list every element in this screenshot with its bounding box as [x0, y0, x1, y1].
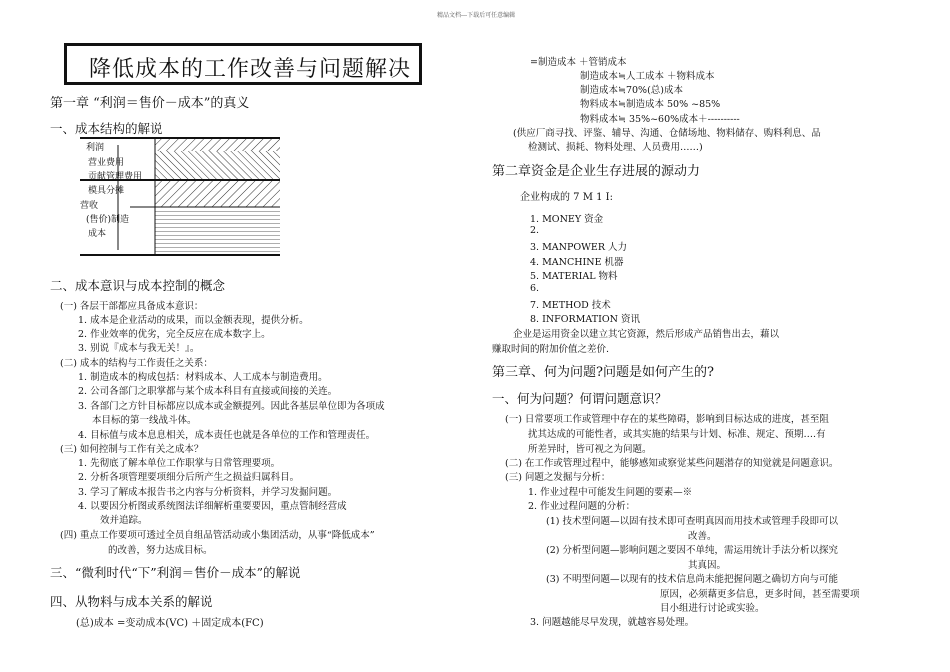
formula-line: 物料成本≒ 35%~60%成本＋----------	[580, 114, 740, 125]
problem-item: 扰其达成的可能性者，或其实施的结果与计划、标准、规定、预期….有	[528, 429, 826, 440]
list-item: 3. 学习了解成本报告书之内容与分析资料，并学习发掘问题。	[78, 487, 338, 498]
chapter3-section1: 一、何为问题？何谓问题意识？	[492, 391, 668, 406]
list-item: 2. 公司各部门之职掌都与某个成本科目有直接或间接的关连。	[78, 386, 338, 397]
formula-line: 物料成本≒制造成本 50% ~85%	[580, 99, 721, 110]
diagram-label: 营业费用	[88, 158, 125, 168]
formula-line: 制造成本≒人工成本 ＋物料成本	[580, 71, 715, 82]
chapter2-paragraph: 赚取时间的附加价值之差价.	[492, 344, 610, 355]
formula-line: (供应厂商寻找、评鉴、辅导、沟通、仓储场地、物料储存、购料利息、品	[513, 128, 821, 139]
m-list-item: 6.	[530, 283, 540, 294]
m-list-item: 3. MANPOWER 人力	[530, 242, 628, 253]
page-title: 降低成本的工作改善与问题解决	[89, 57, 412, 82]
problem-item: 原因，必须藉更多信息，更多时间，甚至需要项	[660, 589, 860, 600]
m-list-item: 5. MATERIAL 物料	[530, 271, 618, 282]
problem-item: (1) 技术型问题—以固有技术即可查明真因而用技术或管理手段即可以	[546, 516, 838, 527]
list-item: 的改善，努力达成目标。	[108, 545, 213, 556]
list-item: 3. 别说『成本与我无关！』。	[78, 343, 200, 354]
problem-item: (三) 问题之发掘与分析：	[505, 472, 611, 483]
chapter1-title: 第一章 “利润＝售价－成本”的真义	[50, 96, 250, 111]
m-list-item: 4. MANCHINE 机器	[530, 257, 624, 268]
chapter2-paragraph: 企业是运用资金以建立其它资源，然后形成产品销售出去，藉以	[513, 329, 780, 340]
list-item: 4. 目标值与成本息息相关，成本责任也就是各单位的工作和管理责任。	[78, 430, 376, 441]
list-item: 1. 成本是企业活动的成果，而以金额表现，提供分析。	[78, 315, 309, 326]
section1-title: 一、成本结构的解说	[50, 121, 163, 136]
cost-structure-diagram	[80, 135, 280, 260]
diagram-label: (售价)制造	[86, 215, 130, 225]
header-note: 精品文档---下载后可任意编辑	[437, 12, 516, 19]
problem-item: (2) 分析型问题—影响问题之要因不单纯，需运用统计手法分析以探究	[546, 545, 838, 556]
chapter2-subtitle: 企业构成的 7 M 1 I:	[520, 192, 613, 203]
mold-band	[155, 181, 280, 207]
list-item: 4. 以要因分析图或系统图法详细解析重要要因，重点管制经营成	[78, 501, 347, 512]
problem-item: 目小组进行讨论或实验。	[660, 603, 765, 614]
list-item: 效并追踪。	[100, 515, 148, 526]
section2-title: 二、成本意识与成本控制的概念	[50, 278, 226, 293]
list-item: 1. 先彻底了解本单位工作职掌与日常管理要项。	[78, 458, 281, 469]
m-list-item: 1. MONEY 资金	[530, 214, 604, 225]
problem-item: (一) 日常要项工作或管理中存在的某些障碍，影响到目标达成的进度，甚至阻	[505, 414, 829, 425]
formula-line: 制造成本≒70%(总)成本	[580, 85, 683, 96]
diagram-label: 利润	[86, 143, 105, 153]
list-item: 1. 制造成本的构成包括：材料成本、人工成本与制造费用。	[78, 372, 328, 383]
problem-item: 2. 作业过程问题的分析：	[528, 501, 636, 512]
title-box	[64, 43, 422, 85]
list-item: (二) 成本的结构与工作责任之关系：	[60, 358, 213, 369]
diagram-label: 贡献管理费用	[88, 172, 143, 182]
section3-title: 三、“微利时代“下”利润＝售价－成本”的解说	[50, 565, 301, 580]
list-item: 本目标的第一线战斗体。	[92, 415, 197, 426]
profit-band	[155, 139, 280, 151]
diagram-label: 模具分摊	[88, 186, 125, 196]
chapter3-title: 第三章、何为问题?问题是如何产生的?	[492, 365, 714, 380]
problem-item: 改善。	[688, 531, 717, 542]
problem-item: 其真因。	[688, 560, 727, 571]
formula-line: =制造成本 ＋管销成本	[530, 57, 627, 68]
manufacturing-band	[155, 207, 280, 255]
problem-item: 所差异时，皆可视之为问题。	[528, 444, 652, 455]
formula-line: 检测试、损耗、物料处理、人员费用……)	[528, 142, 703, 153]
expense-band	[155, 151, 280, 181]
chapter2-title: 第二章资金是企业生存进展的源动力	[492, 164, 701, 179]
diagram-label: 营收	[80, 201, 99, 211]
list-item: (一) 各层干部都应具备成本意识：	[60, 301, 204, 312]
list-item: 2. 作业效率的优劣，完全反应在成本数字上。	[78, 329, 271, 340]
m-list-item: 7. METHOD 技术	[530, 300, 611, 311]
list-item: 2. 分析各项管理要项细分后所产生之损益归属科目。	[78, 472, 300, 483]
m-list-item: 8. INFORMATION 资讯	[530, 314, 640, 325]
cost-structure-graphic	[80, 135, 280, 260]
diagram-label: 成本	[88, 229, 107, 239]
section4-title: 四、从物料与成本关系的解说	[50, 594, 213, 609]
list-item: 3. 各部门之方针目标都应以成本或金额提列。因此各基层单位即为各项成	[78, 401, 385, 412]
m-list-item: 2.	[530, 225, 540, 236]
problem-item: 1. 作业过程中可能发生问题的要素—※	[528, 487, 693, 498]
problem-item: (3) 不明型问题—以现有的技术信息尚未能把握问题之确切方向与可能	[546, 574, 838, 585]
list-item: (三) 如何控制与工作有关之成本？	[60, 444, 204, 455]
problem-item: (二) 在工作或管理过程中，能够感知或察觉某些问题潜存的知觉就是问题意识。	[505, 458, 839, 469]
list-item: (四) 重点工作要项可透过全员自组品管活动或小集团活动，从事“降低成本”	[60, 530, 375, 541]
problem-item: 3. 问题越能尽早发现，就越容易处理。	[530, 617, 695, 628]
cost-formula: (总)成本 =变动成本(VC) ＋固定成本(FC)	[76, 618, 264, 629]
